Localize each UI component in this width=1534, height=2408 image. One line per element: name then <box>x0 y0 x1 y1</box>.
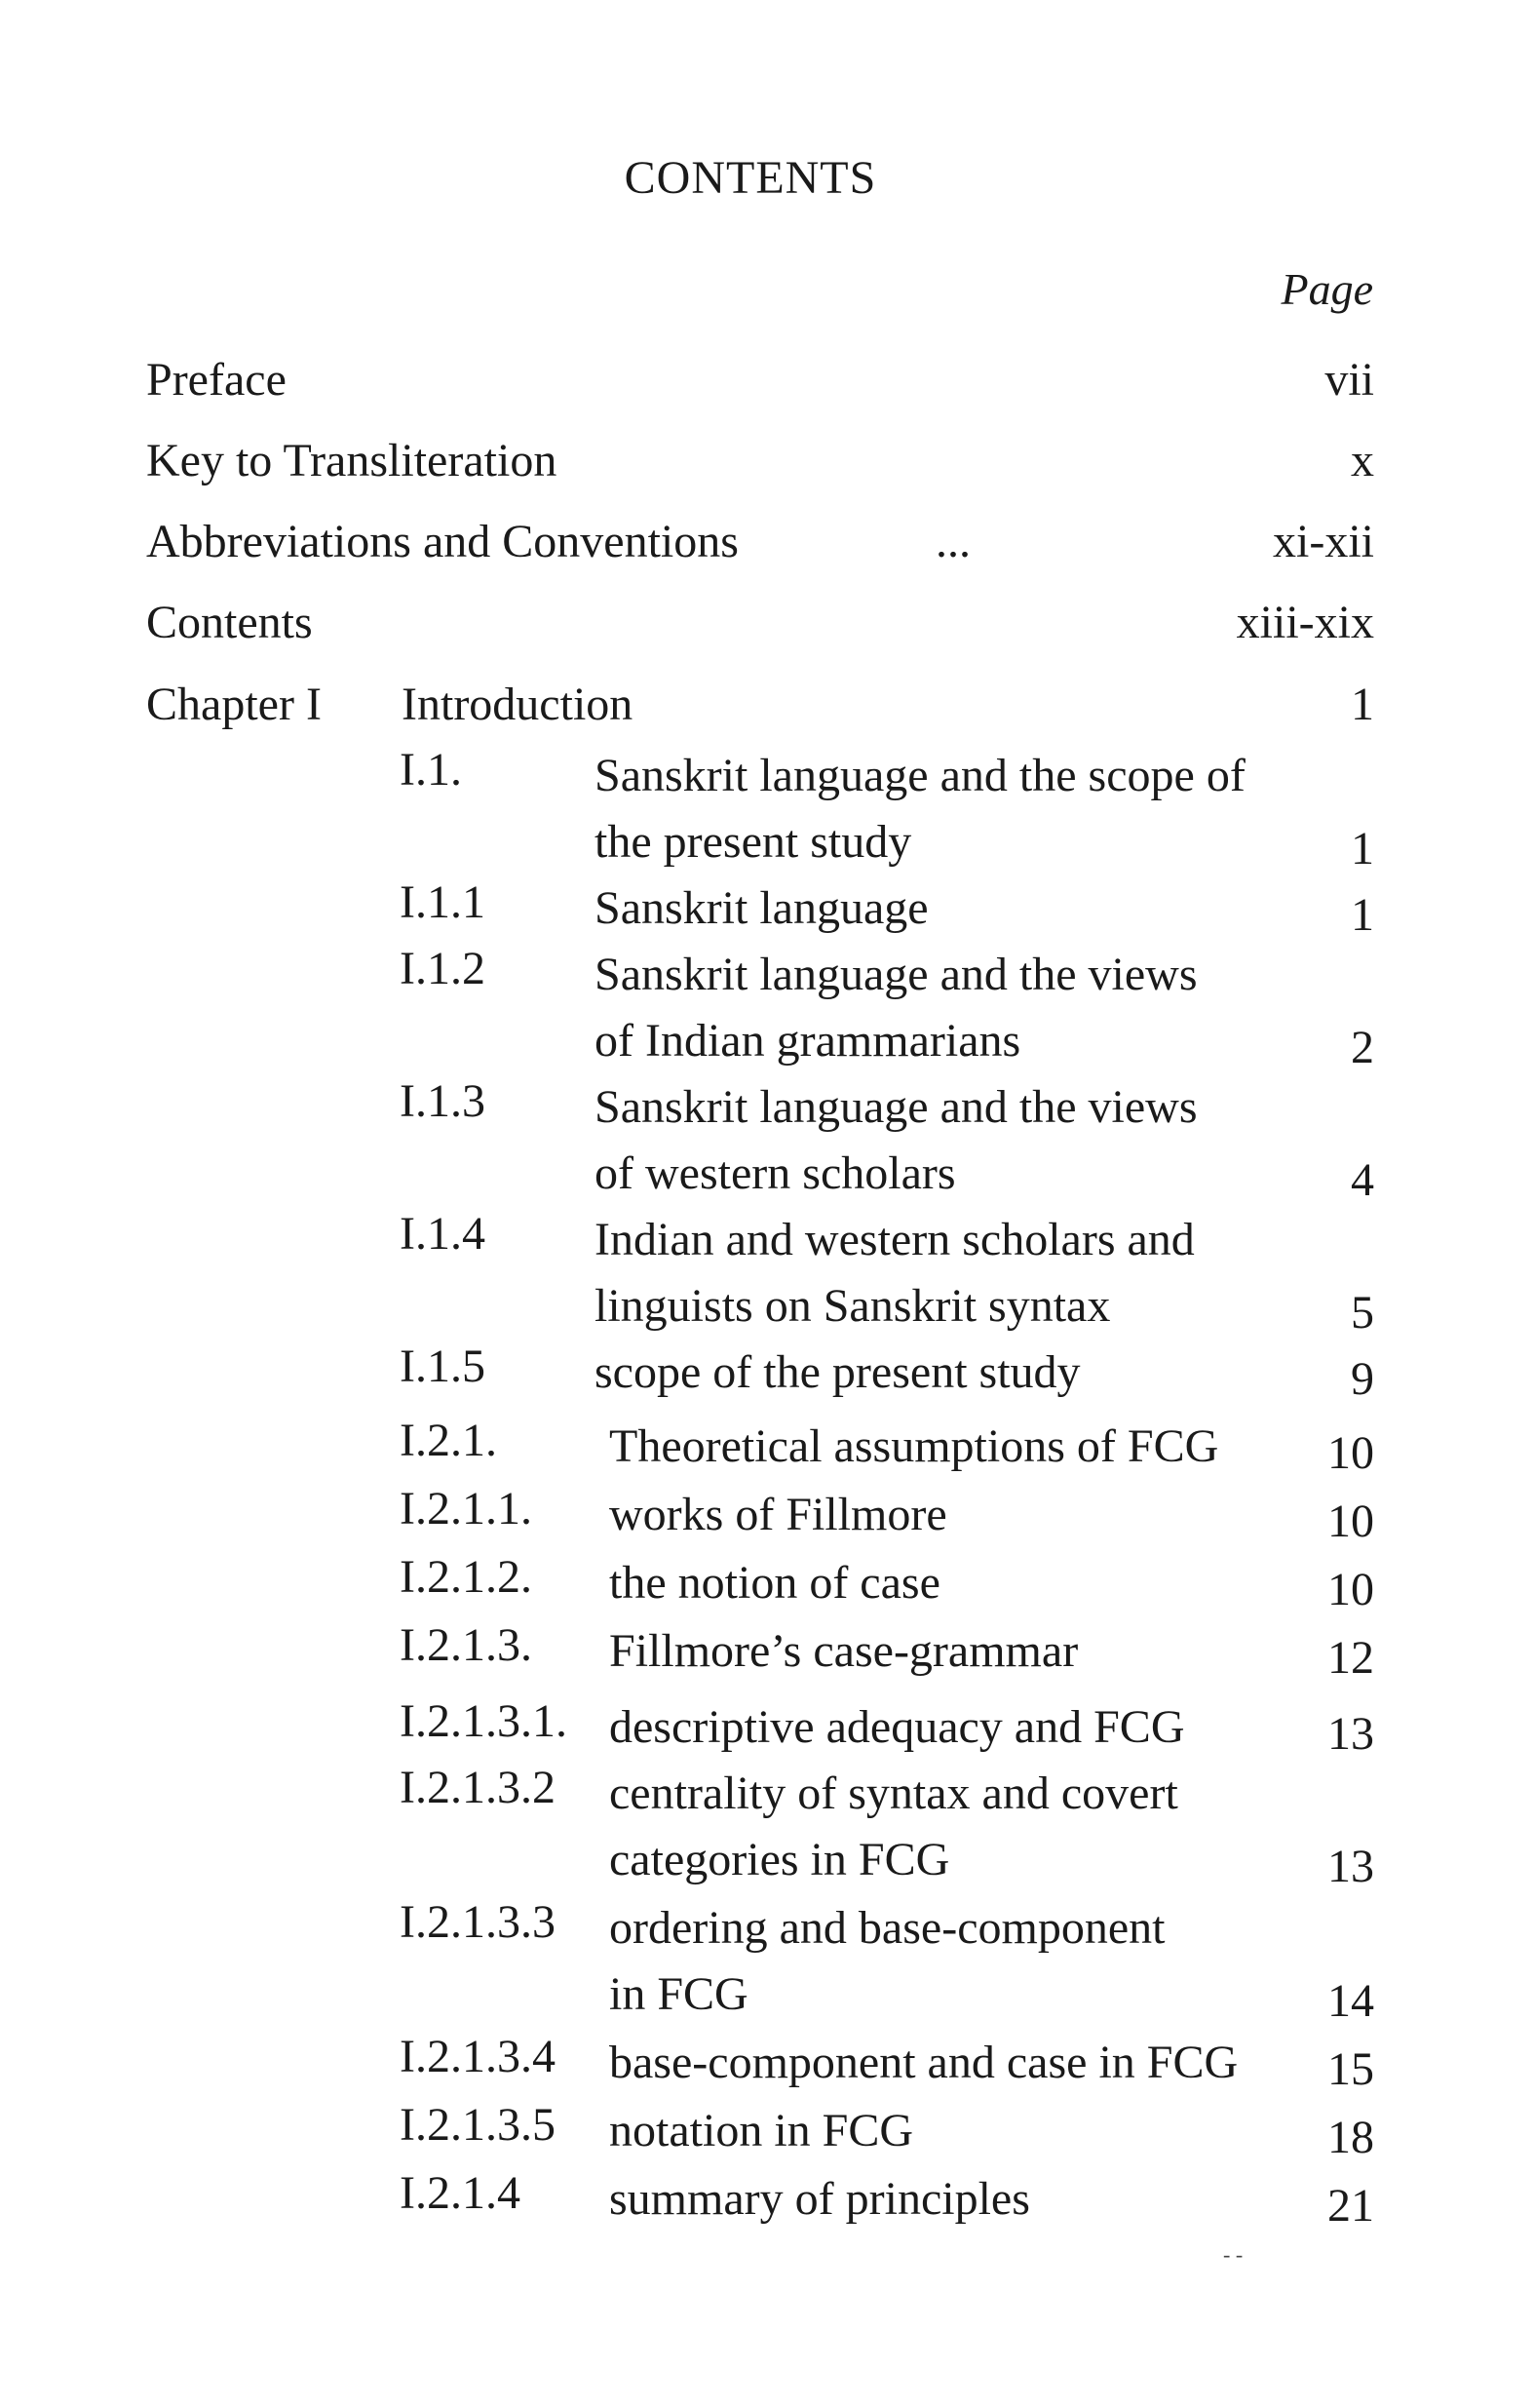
toc-page-number: xi-xii <box>1273 516 1374 567</box>
section-title-line: descriptive adequacy and FCG <box>609 1701 1185 1753</box>
toc-entry <box>400 1761 1374 1893</box>
toc-entry <box>400 2030 1374 2096</box>
toc-page-number: 1 <box>1351 679 1374 730</box>
section-number: I.2.1.4 <box>400 2167 520 2219</box>
toc-entry <box>400 875 1374 942</box>
toc-front-row <box>146 596 1374 654</box>
toc-page-number: 4 <box>1351 1154 1374 1206</box>
toc-page-number: 1 <box>1351 889 1374 941</box>
section-title-line: notation in FCG <box>609 2105 914 2156</box>
section-number: I.2.1.3.1. <box>400 1695 567 1747</box>
section-title-line: Sanskrit language and the scope of <box>594 750 1246 801</box>
toc-entry <box>400 1482 1374 1548</box>
toc-leader-dots: ... <box>936 516 971 567</box>
section-title-line: scope of the present study <box>594 1346 1081 1398</box>
section-title-line: works of Fillmore <box>609 1489 947 1540</box>
section-title <box>594 1340 1081 1406</box>
toc-page-number: 9 <box>1351 1353 1374 1405</box>
section-title-line: in FCG <box>609 1968 748 2020</box>
section-title-line: summary of principles <box>609 2173 1030 2225</box>
toc-entry <box>400 2098 1374 2164</box>
toc-page-number: 5 <box>1351 1287 1374 1339</box>
section-number: I.2.1.3.4 <box>400 2031 556 2082</box>
section-title-line: centrality of syntax and covert <box>609 1767 1178 1819</box>
toc-page-number: 10 <box>1327 1564 1374 1615</box>
section-number: I.2.1.3.5 <box>400 2099 556 2151</box>
section-title-line: linguists on Sanskrit syntax <box>594 1280 1111 1332</box>
toc-page-number: 2 <box>1351 1022 1374 1073</box>
section-number: I.2.1.3.2 <box>400 1762 556 1813</box>
section-number: I.2.1.3.3 <box>400 1896 556 1948</box>
toc-entry <box>400 1340 1374 1406</box>
toc-page-number: 21 <box>1327 2180 1374 2232</box>
section-number: I.2.1. <box>400 1415 497 1466</box>
page-title: CONTENTS <box>624 152 877 204</box>
section-title-line: Fillmore’s case-grammar <box>609 1625 1079 1677</box>
toc-page-number: 10 <box>1327 1427 1374 1479</box>
section-title-line: of western scholars <box>594 1147 956 1199</box>
section-number: I.1.3 <box>400 1075 485 1127</box>
toc-label: Preface <box>146 354 287 406</box>
section-title <box>609 2098 913 2164</box>
section-number: I.1.4 <box>400 1208 485 1260</box>
section-number: I.1.5 <box>400 1340 485 1392</box>
toc-entry <box>400 942 1374 1074</box>
section-number: I.2.1.3. <box>400 1619 532 1671</box>
toc-page-number: 12 <box>1327 1632 1374 1684</box>
toc-entry <box>400 743 1374 875</box>
section-title <box>609 1550 940 1616</box>
section-number: I.1.1 <box>400 876 485 928</box>
chapter-title: Introduction <box>402 679 633 730</box>
toc-page-number: vii <box>1324 354 1374 406</box>
toc-page-number: 13 <box>1327 1841 1374 1892</box>
toc-front-row <box>146 353 1374 411</box>
toc-page-number: 13 <box>1327 1708 1374 1760</box>
section-title-line: Sanskrit language and the views <box>594 949 1198 1000</box>
section-title <box>609 1482 947 1548</box>
section-title-line: Sanskrit language and the views <box>594 1081 1198 1133</box>
toc-front-row <box>146 434 1374 492</box>
section-title <box>609 2030 1238 2096</box>
section-number: I.1. <box>400 744 462 796</box>
scan-speck: - - <box>1223 2242 1244 2267</box>
section-title <box>594 942 1198 1074</box>
toc-entry <box>400 1207 1374 1340</box>
page-column-heading: Page <box>1281 264 1373 314</box>
section-title-line: Theoretical assumptions of FCG <box>609 1420 1219 1472</box>
section-title <box>594 1074 1198 1207</box>
section-number: I.1.2 <box>400 943 485 994</box>
section-title <box>609 1414 1218 1480</box>
toc-page-number: 18 <box>1327 2112 1374 2163</box>
section-title <box>594 743 1246 875</box>
section-title-line: the present study <box>594 816 912 868</box>
section-title <box>594 1207 1195 1340</box>
section-title-line: the notion of case <box>609 1557 940 1609</box>
section-title-line: ordering and base-component <box>609 1902 1166 1954</box>
toc-label: Key to Transliteration <box>146 435 557 486</box>
section-title <box>609 1761 1178 1893</box>
section-number: I.2.1.1. <box>400 1483 532 1534</box>
toc-page-number: 14 <box>1327 1975 1374 2027</box>
toc-page-number: 1 <box>1351 823 1374 874</box>
section-title-line: Indian and western scholars and <box>594 1214 1195 1265</box>
toc-entry <box>400 2166 1374 2233</box>
toc-entry <box>400 1895 1374 2028</box>
toc-label: Contents <box>146 597 313 648</box>
toc-entry <box>400 1550 1374 1616</box>
toc-page-number: 10 <box>1327 1495 1374 1547</box>
section-title <box>594 875 929 942</box>
toc-page-number: x <box>1351 435 1374 486</box>
section-title-line: base-component and case in FCG <box>609 2037 1239 2088</box>
section-title <box>609 1895 1165 2028</box>
chapter-heading-row <box>146 678 1374 736</box>
section-title <box>609 2166 1030 2233</box>
chapter-label: Chapter I <box>146 679 322 730</box>
section-title-line: Sanskrit language <box>594 882 929 934</box>
section-title-line: categories in FCG <box>609 1834 950 1885</box>
section-title <box>609 1618 1078 1685</box>
toc-entry <box>400 1618 1374 1685</box>
toc-front-row <box>146 515 1374 573</box>
toc-entry <box>400 1694 1374 1761</box>
toc-page-number: xiii-xix <box>1236 597 1374 648</box>
toc-label: Abbreviations and Conventions <box>146 516 739 567</box>
toc-page-number: 15 <box>1327 2043 1374 2095</box>
toc-entry <box>400 1414 1374 1480</box>
toc-entry <box>400 1074 1374 1207</box>
section-title-line: of Indian grammarians <box>594 1015 1021 1067</box>
section-number: I.2.1.2. <box>400 1551 532 1603</box>
section-title <box>609 1694 1184 1761</box>
